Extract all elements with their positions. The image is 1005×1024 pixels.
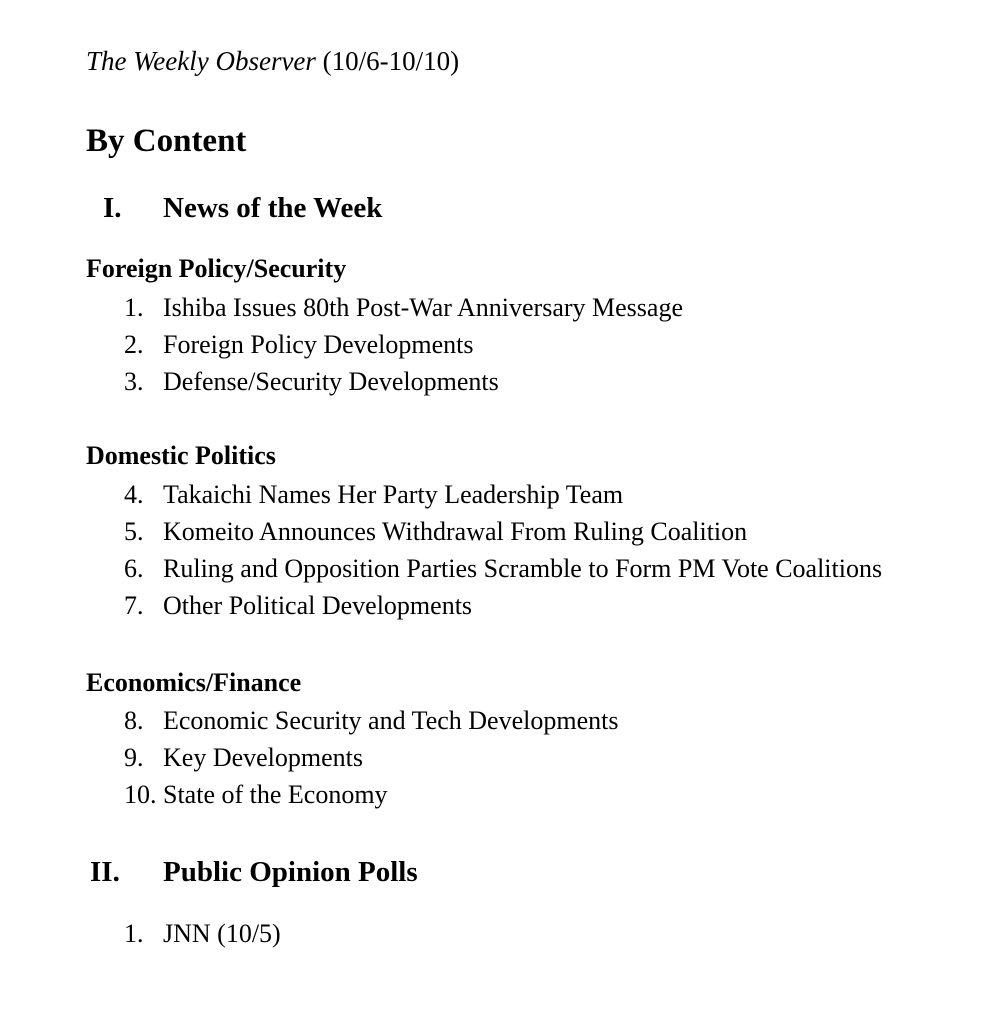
list-item	[0, 779, 1005, 816]
item-number: 7.	[124, 591, 144, 620]
item-number: 9.	[124, 743, 144, 772]
part-numeral: II.	[90, 856, 120, 888]
item-number: 1.	[124, 919, 144, 948]
section-heading-economics-finance: Economics/Finance	[86, 668, 302, 697]
item-text: Ruling and Opposition Parties Scramble to Form PM Vote Coalitions	[163, 554, 883, 583]
item-number: 5.	[124, 517, 144, 546]
item-number: 1.	[124, 293, 144, 322]
list-item	[0, 329, 1005, 366]
item-text: Defense/Security Developments	[163, 367, 499, 396]
list-item	[0, 742, 1005, 779]
list-item	[0, 479, 1005, 516]
foreign-policy-list	[0, 292, 1005, 403]
item-text: Economic Security and Tech Developments	[163, 706, 619, 735]
economics-finance-list	[0, 705, 1005, 816]
section-heading-domestic-politics: Domestic Politics	[86, 441, 276, 470]
list-item	[0, 366, 1005, 403]
item-number: 10.	[124, 780, 157, 809]
item-text: JNN (10/5)	[163, 919, 281, 948]
domestic-politics-list	[0, 479, 1005, 627]
item-text: State of the Economy	[163, 780, 388, 809]
masthead	[86, 44, 459, 78]
part-numeral: I.	[103, 192, 122, 224]
section-heading-foreign-policy: Foreign Policy/Security	[86, 254, 347, 283]
item-number: 2.	[124, 330, 144, 359]
publication-title: The Weekly Observer	[86, 46, 316, 76]
item-number: 4.	[124, 480, 144, 509]
list-item	[0, 292, 1005, 329]
date-range: (10/6-10/10)	[322, 46, 460, 76]
item-text: Other Political Developments	[163, 591, 473, 620]
item-text: Ishiba Issues 80th Post-War Anniversary Message	[163, 293, 683, 322]
item-text: Takaichi Names Her Party Leadership Team	[163, 480, 624, 509]
list-item	[0, 553, 1005, 590]
contents-heading: By Content	[86, 123, 247, 159]
item-text: Key Developments	[163, 743, 364, 772]
item-text: Foreign Policy Developments	[163, 330, 474, 359]
item-number: 3.	[124, 367, 144, 396]
part-title: News of the Week	[163, 192, 383, 224]
list-item	[0, 590, 1005, 627]
list-item	[0, 705, 1005, 742]
item-number: 6.	[124, 554, 144, 583]
list-item	[0, 918, 1005, 955]
item-text: Komeito Announces Withdrawal From Ruling Coalition	[163, 517, 748, 546]
polls-list	[0, 918, 1005, 955]
list-item	[0, 516, 1005, 553]
part-title: Public Opinion Polls	[163, 856, 418, 888]
item-number: 8.	[124, 706, 144, 735]
